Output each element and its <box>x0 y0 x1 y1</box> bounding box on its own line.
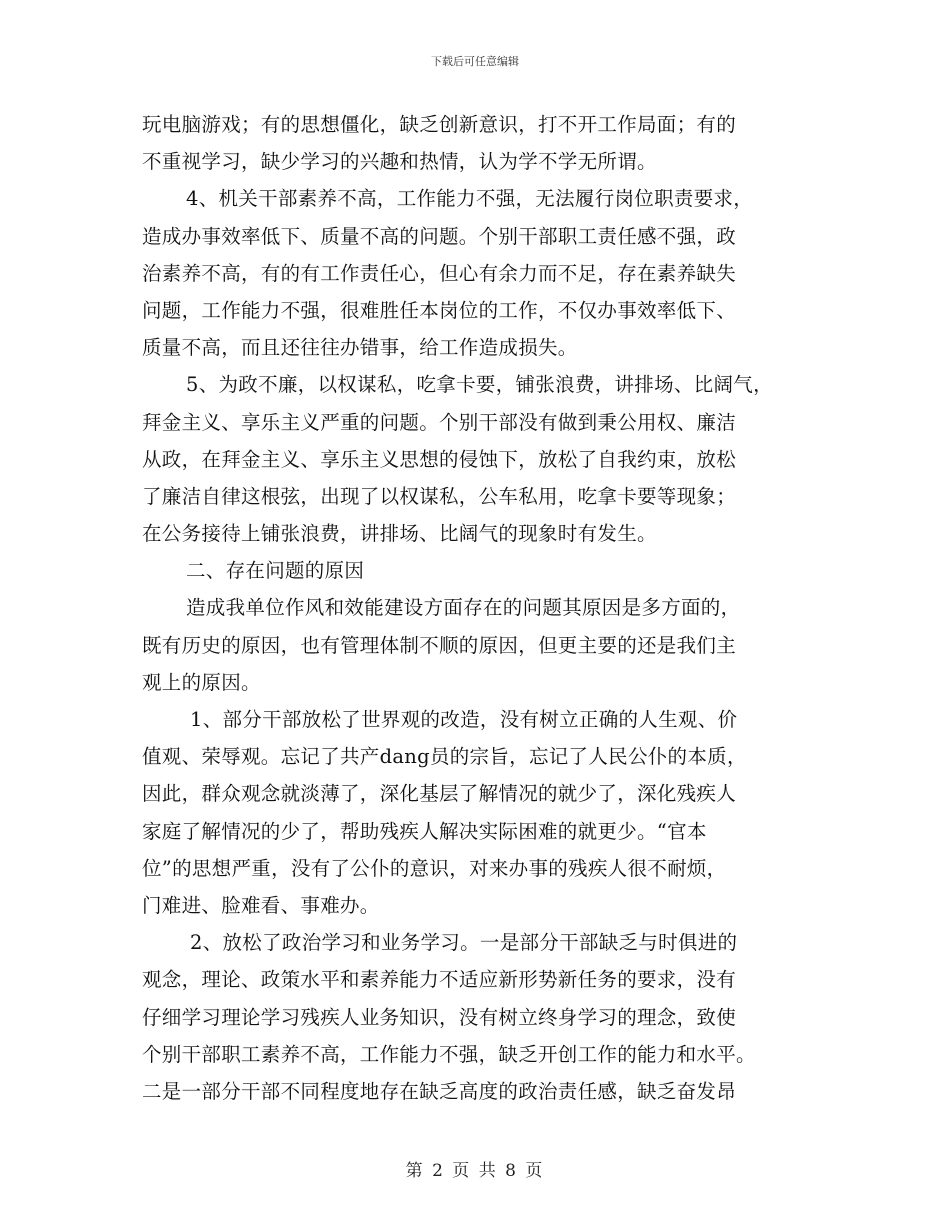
text-line: 了廉洁自律这根弦，出现了以权谋私，公车私用，吃拿卡要等现象； <box>142 484 737 508</box>
page-footer: 第 2 页 共 8 页 <box>405 1161 545 1181</box>
text-line: 个别干部职工素养不高，工作能力不强，缺乏开创工作的能力和水平。 <box>142 1042 756 1066</box>
text-line: 观念，理论、政策水平和素养能力不适应新形势新任务的要求，没有 <box>142 968 737 992</box>
text-line: 4、机关干部素养不高，工作能力不强，无法履行岗位职责要求， <box>186 187 754 211</box>
text-line: 二、存在问题的原因 <box>186 559 365 583</box>
text-line: 拜金主义、享乐主义严重的问题。个别干部没有做到秉公用权、廉洁 <box>142 410 737 434</box>
text-line: 门难进、脸难看、事难办。 <box>142 893 380 917</box>
text-line: 因此，群众观念就淡薄了，深化基层了解情况的就少了，深化残疾人 <box>142 782 737 806</box>
text-line: 既有历史的原因，也有管理体制不顺的原因，但更主要的还是我们主 <box>142 633 737 657</box>
text-line: 值观、荣辱观。忘记了共产dang员的宗旨，忘记了人民公仆的本质， <box>142 745 747 769</box>
text-line: 治素养不高，有的有工作责任心，但心有余力而不足，存在素养缺失 <box>142 261 737 285</box>
text-line: 1、部分干部放松了世界观的改造，没有树立正确的人生观、价 <box>190 708 738 731</box>
text-line: 造成办事效率低下、质量不高的问题。个别干部职工责任感不强，政 <box>142 224 737 248</box>
page-header: 下载后可任意编辑 <box>431 55 519 68</box>
text-line: 造成我单位作风和效能建设方面存在的问题其原因是多方面的， <box>186 596 741 620</box>
text-line: 位”的思想严重，没有了公仆的意识，对来办事的残疾人很不耐烦， <box>142 856 727 880</box>
text-line: 在公务接待上铺张浪费，讲排场、比阔气的现象时有发生。 <box>142 522 657 546</box>
text-line: 二是一部分干部不同程度地存在缺乏高度的政治责任感，缺乏奋发昂 <box>142 1079 737 1103</box>
text-line: 问题，工作能力不强，很难胜任本岗位的工作，不仅办事效率低下、 <box>142 298 737 322</box>
text-line: 质量不高，而且还往往办错事，给工作造成损失。 <box>142 336 578 360</box>
text-line: 观上的原因。 <box>142 670 261 694</box>
text-line: 从政，在拜金主义、享乐主义思想的侵蚀下，放松了自我约束，放松 <box>142 447 737 471</box>
text-line: 仔细学习理论学习残疾人业务知识，没有树立终身学习的理念，致使 <box>142 1005 737 1029</box>
text-line: 5、为政不廉，以权谋私，吃拿卡要，铺张浪费，讲排场、比阔气， <box>186 373 773 397</box>
text-line: 不重视学习，缺少学习的兴趣和热情，认为学不学无所谓。 <box>142 150 657 174</box>
text-line: 2、放松了政治学习和业务学习。一是部分干部缺乏与时俱进的 <box>190 931 738 955</box>
document-body <box>142 106 822 1110</box>
text-line: 玩电脑游戏；有的思想僵化，缺乏创新意识，打不开工作局面；有的 <box>142 113 737 136</box>
text-line: 家庭了解情况的少了，帮助残疾人解决实际困难的就更少。“官本 <box>142 819 707 843</box>
